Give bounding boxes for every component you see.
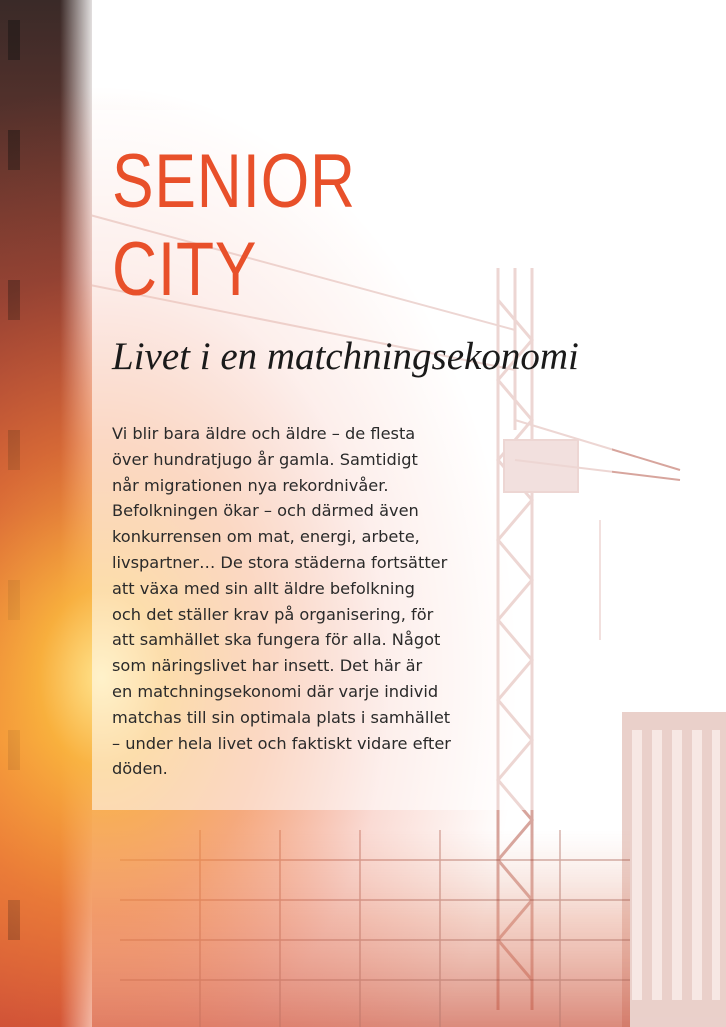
body-line: livspartner… De stora städerna fortsätter [112, 552, 448, 572]
body-line: döden. [112, 759, 168, 779]
page-subtitle: Livet i en matchningsekonomi [112, 335, 579, 378]
body-line: en matchningsekonomi där varje individ [112, 681, 439, 701]
body-line: når migrationen nya rekordnivåer. [112, 475, 389, 495]
title-line-1: SENIOR [112, 139, 356, 224]
body-line: som näringslivet har insett. Det här är [112, 656, 423, 676]
body-line: över hundratjugo år gamla. Samtidigt [112, 449, 418, 469]
body-line: Vi blir bara äldre och äldre – de flesta [112, 424, 416, 443]
body-line: att samhället ska fungera för alla. Något [112, 630, 441, 650]
body-line: att växa med sin allt äldre befolkning [112, 578, 415, 598]
body-line: – under hela livet och faktiskt vidare efter [112, 733, 451, 753]
body-paragraph [112, 421, 472, 782]
body-line: Befolkningen ökar – och därmed även [112, 501, 419, 521]
title-line-2: CITY [112, 227, 258, 312]
body-line: och det ställer krav på organisering, för [112, 604, 434, 624]
body-line: matchas till sin optimala plats i samhället [112, 707, 451, 727]
page-title [112, 138, 356, 314]
body-line: konkurrensen om mat, energi, arbete, [112, 527, 420, 547]
